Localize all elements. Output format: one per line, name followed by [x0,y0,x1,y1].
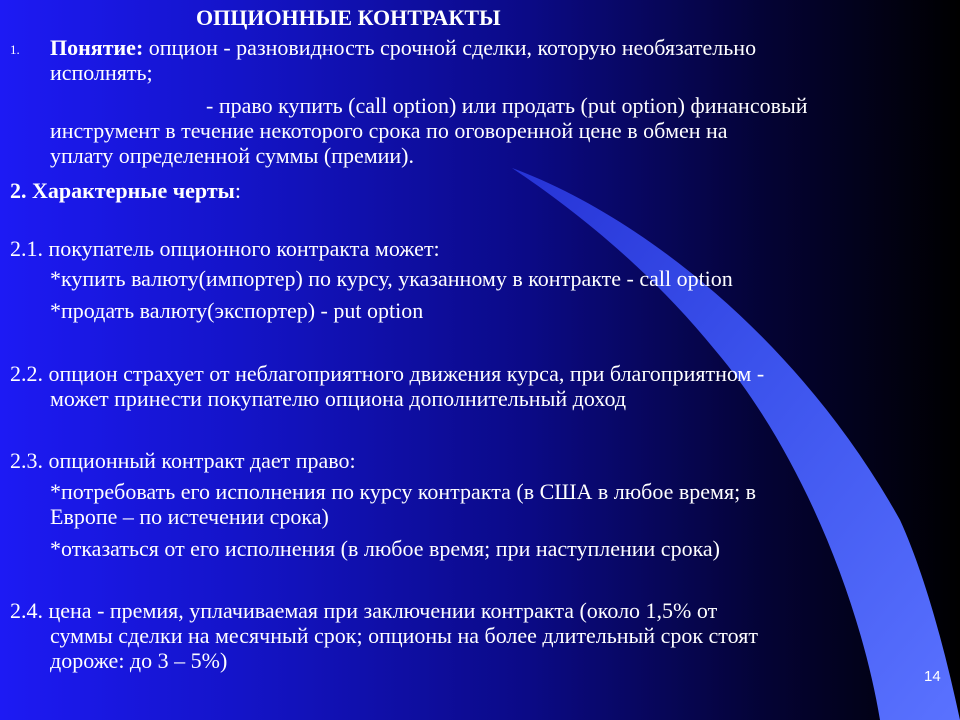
section-1-line-5: уплату определенной суммы (премии). [50,143,415,168]
point-2-1-bullet-1: *купить валюту(импортер) по курсу, указанному в контракте - call option [50,266,733,291]
section-1-term: Понятие: [50,35,144,60]
point-2-3-heading: 2.3. опционный контракт дает право: [10,448,356,473]
section-1-line-1 [50,37,756,59]
section-1-line-2: исполнять; [50,60,153,85]
section-1-line-3: - право купить (call option) или продать (put option) финансовый [206,93,808,118]
section-1-definition: опцион - разновидность срочной сделки, которую необязательно [143,35,757,60]
point-2-3-bullet-1-line-2: Европе – по истечении срока) [50,504,329,529]
point-2-2-line-1: 2.2. опцион страхует от неблагоприятного движения курса, при благоприятном - [10,361,765,386]
section-1-number: 1. [10,42,20,57]
section-2-heading: 2. Характерные черты [10,178,235,203]
section-1-line-4: инструмент в течение некоторого срока по оговоренной цене в обмен на [50,118,728,143]
point-2-2-line-2: может принести покупателю опциона дополнительный доход [50,386,627,411]
point-2-4-line-3: дороже: до 3 – 5%) [50,648,228,673]
point-2-1-heading: 2.1. покупатель опционного контракта может: [10,236,440,261]
point-2-1-bullet-2: *продать валюту(экспортер) - put option [50,298,424,323]
section-2-heading-line [10,180,241,202]
point-2-3-bullet-2: *отказаться от его исполнения (в любое время; при наступлении срока) [50,536,721,561]
slide-title: ОПЦИОННЫЕ КОНТРАКТЫ [196,5,501,30]
point-2-4-line-2: суммы сделки на месячный срок; опционы на более длительный срок стоят [50,623,758,648]
page-number: 14 [924,668,941,685]
point-2-3-bullet-1-line-1: *потребовать его исполнения по курсу контракта (в США в любое время; в [50,479,757,504]
section-2-colon: : [234,178,241,203]
point-2-4-line-1: 2.4. цена - премия, уплачиваемая при заключении контракта (около 1,5% от [10,598,718,623]
